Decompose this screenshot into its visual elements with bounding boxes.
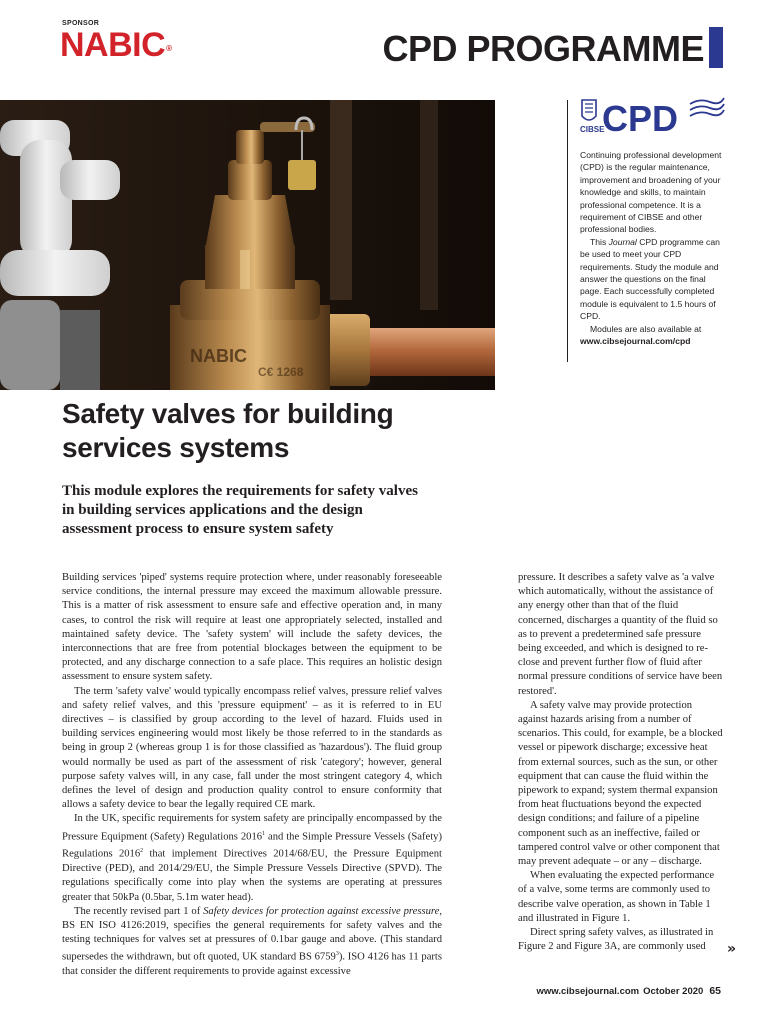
body-paragraph xyxy=(62,905,442,980)
hero-photo xyxy=(0,100,495,390)
body-paragraph: A safety valve may provide protection against hazards arising from a number of scenarios. This could, for example, be a blocked vessel or pipework discharge; excessive heat from external sources, such as the sun, or other equipment that can cause the fluid within the pipework to expand; system thermal expansion from heat fluctuations beyond the expected design conditions; and failure of a pipeline component such as an ineffective, failed or tampered control valve or other component that may prevent adequate – or any – discharge. xyxy=(518,699,723,868)
safety-valve-photo xyxy=(0,100,495,390)
cibse-wordmark: CIBSE xyxy=(580,125,605,134)
body-column-right xyxy=(518,571,724,954)
footer-date: October 2020 xyxy=(643,986,704,997)
cpd-para-2 xyxy=(580,236,725,323)
registered-mark: ® xyxy=(166,44,172,53)
body-paragraph: Direct spring safety valves, as illustrated in Figure 2 and Figure 3A, are commonly used xyxy=(518,927,714,953)
section-title: CPD PROGRAMME xyxy=(382,28,704,69)
body-text: that implement Directives 2014/68/EU, the Pressure Equipment Directive (PED), and 2014/29/EU, the Simple Pressure Vessels Directive (SPVD). The regulations specifically come into play when the systems are operating at pressures greater that 50kPa (0.5bar, 5.1m water head). xyxy=(62,848,442,903)
cpd-para-3: Modules are also available at xyxy=(590,323,702,334)
body-paragraph xyxy=(62,812,442,904)
article-title: Safety valves for building services systems xyxy=(62,398,394,463)
standard-title-italic: Safety devices for protection against excessive pressure xyxy=(203,905,440,917)
sponsor-label: SPONSOR xyxy=(62,20,100,27)
valve-ce-marking: C€ 1268 xyxy=(258,365,304,379)
continue-arrow-icon: » xyxy=(727,941,737,957)
footnote-ref: 3 xyxy=(335,951,339,958)
cibse-crest-icon xyxy=(582,100,596,120)
cpd-link[interactable]: www.cibsejournal.com/cpd xyxy=(580,336,691,347)
cpd-divider xyxy=(567,100,568,362)
cpd-para-2-lead: This xyxy=(590,236,609,247)
sponsor-name: NABIC xyxy=(60,26,166,64)
page-number: 65 xyxy=(709,985,721,997)
sponsor-logo xyxy=(60,27,172,63)
cpd-wordmark: CPD xyxy=(602,98,679,138)
body-text: and the Simple Pressure Vessels (Safety) Regulations 2016 xyxy=(62,831,442,860)
cpd-waves-icon xyxy=(690,98,724,116)
body-paragraph: When evaluating the expected performance of a valve, some terms are commonly used to describe valve operation, as shown in Table 1 and illustrated in Figure 1. xyxy=(518,870,715,924)
body-text: , BS EN ISO 4126:2019, specifies the general requirements for safety valves and the testing techniques for valves set at pressures of 0.1bar gauge and above. (This standard supersedes the withdrawn, but oft quoted, UK standard BS 6759 xyxy=(62,905,442,963)
cpd-description xyxy=(580,149,725,348)
valve-embossed-brand: NABIC xyxy=(190,346,247,366)
footnote-ref: 2 xyxy=(140,848,144,855)
body-text: The recently revised part 1 of xyxy=(74,905,204,917)
footnote-ref: 1 xyxy=(262,830,266,837)
page-footer xyxy=(537,985,721,997)
section-accent-bar xyxy=(709,27,723,68)
article-standfirst: This module explores the requirements for safety valves in building services applications and the design assessment process to ensure system safety xyxy=(62,483,418,537)
cpd-journal-italic: Journal xyxy=(608,236,637,247)
body-paragraph: Building services 'piped' systems require protection where, under reasonably foreseeable service conditions, the internal pressure may exceed the maximum allowable pressure. This is a matter of risk assessment to ensure safe and effective operation and, in many cases, to control the risk will require at least one appropriately selected, installed and maintained safety device. The 'safety system' will include the safety devices, the interconnections that are free from potential blockages between the equipment to be protected, and any discharge connection to a safe place. This requires an holistic design assessment to ensure system safety. xyxy=(62,572,442,683)
cibse-cpd-logo xyxy=(578,94,728,138)
body-paragraph: The term 'safety valve' would typically encompass relief valves, pressure relief valves and safety relief valves, and this 'pressure equipment' – as it is referred to in EU directives – is classified by group according to the level of hazard. Fluids used in building services engineering would most likely be those referred to in the standards as being in group 2 (whereas group 1 is for those classified as 'hazardous'). The fluid group would normally be used as part of the assessment of risk 'category'; however, general purpose safety valves will, in any case, fall under the most stringent category 4, which defines the level of design and production quality control to ensure conformity that allows a safety device to bear the legally required CE mark. xyxy=(62,685,442,811)
body-text: ). ISO 4126 has 11 parts that consider the different requirements to provide against excessive xyxy=(62,951,442,978)
cpd-para-2-rest: CPD programme can be used to meet your CPD requirements. Study the module and answer the questions on the final page. Each successfully completed module is equivalent to 1.5 hours of CPD. xyxy=(580,236,720,322)
body-text: In the UK, specific requirements for system safety are principally encompassed by the Pressure Equipment (Safety) Regulations 2016 xyxy=(62,813,442,843)
body-column-left xyxy=(62,571,442,979)
footer-url[interactable]: www.cibsejournal.com xyxy=(536,986,640,997)
body-paragraph: pressure. It describes a safety valve as 'a valve which automatically, without the assistance of any energy other than that of the fluid concerned, discharges a quantity of the fluid so as to prevent a predetermined safe pressure being exceeded, and which is designed to re-close and prevent further flow of fluid after normal pressure conditions of service have been restored'. xyxy=(518,572,723,697)
cpd-para-1: Continuing professional development (CPD) is the regular maintenance, improvement and broadening of your knowledge and skills, to maintain professional competence. It is a requirement of CIBSE and other professional bodies. xyxy=(580,150,722,235)
